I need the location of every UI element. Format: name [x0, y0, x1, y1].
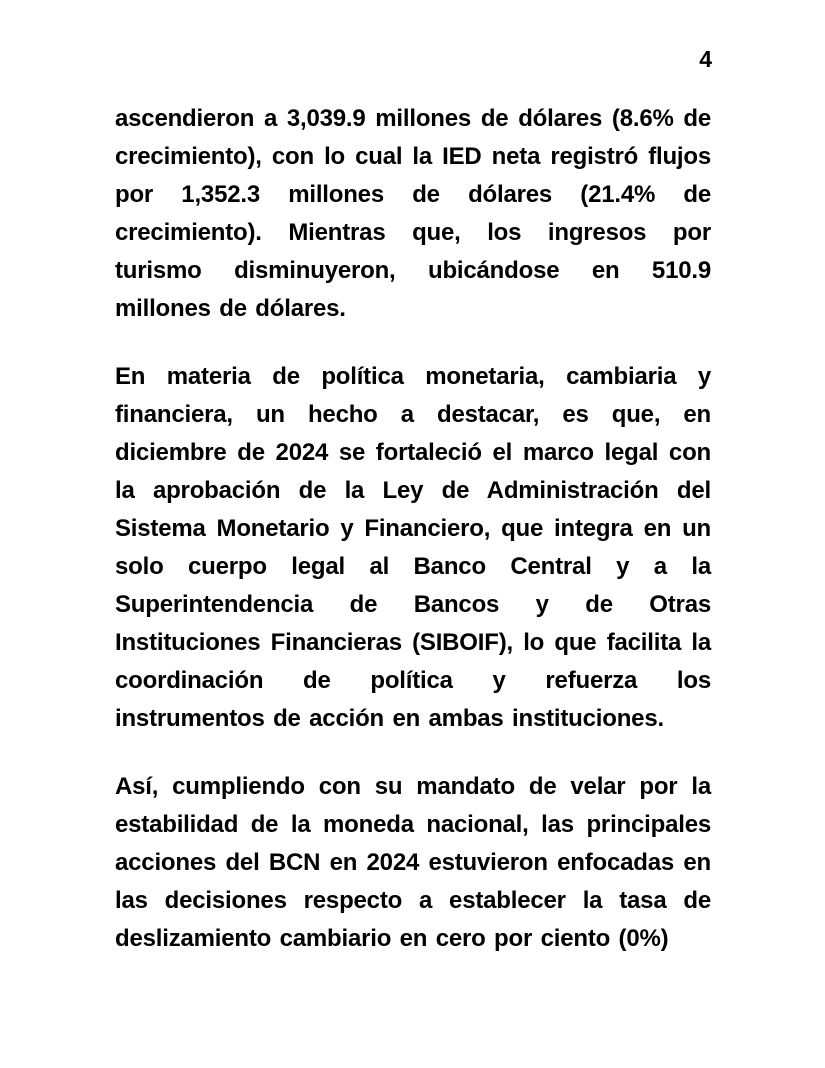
- paragraph-monetary-policy-law: En materia de política monetaria, cambiaria y financiera, un hecho a destacar, es que, en diciembre de 2024 se fortaleció el marco legal con la aprobación de la Ley de Administración del Sistema Monetario y Financiero, que integra en un solo cuerpo legal al Banco Central y a la Superintendencia de Bancos y de Otras Instituciones Financieras (SIBOIF), lo que facilita la coordinación de política y refuerza los instrumentos de acción en ambas instituciones.: [115, 363, 711, 732]
- paragraph-bcn-actions-2024: Así, cumpliendo con su mandato de velar por la estabilidad de la moneda nacional, las principales acciones del BCN en 2024 estuvieron enfocadas en las decisiones respecto a establecer la tasa de deslizamiento cambiario en cero por ciento (0%): [115, 773, 711, 952]
- page-number: 4: [699, 46, 712, 72]
- page-content: [115, 100, 711, 958]
- paragraph-external-investment: ascendieron a 3,039.9 millones de dólares (8.6% de crecimiento), con lo cual la IED neta registró flujos por 1,352.3 millones de dólares (21.4% de crecimiento). Mientras que, los ingresos por turismo disminuyeron, ubicándose en 510.9 millones de dólares.: [115, 105, 711, 322]
